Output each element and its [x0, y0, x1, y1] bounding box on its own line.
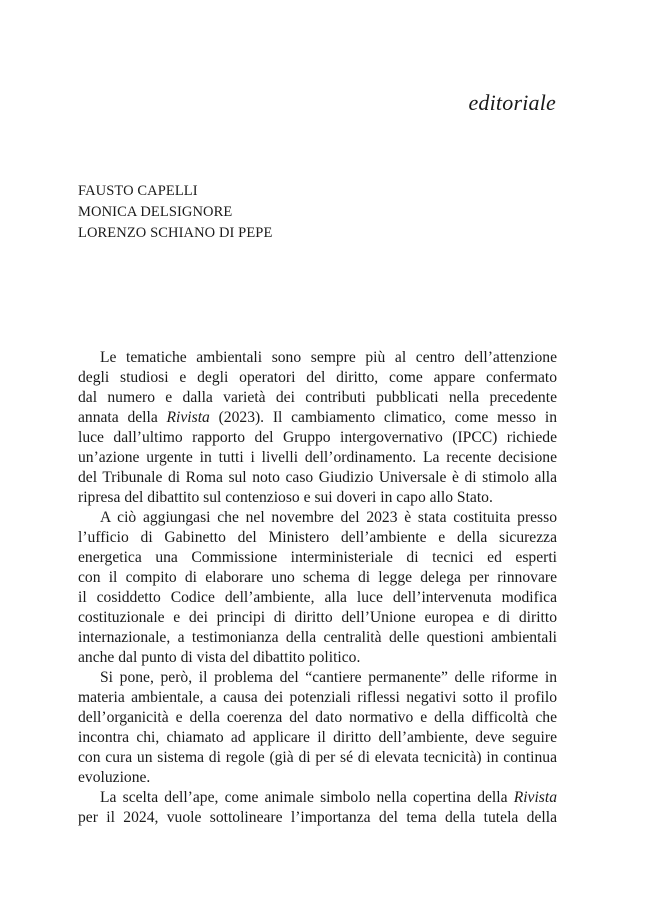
author-name: LORENZO SCHIANO DI PEPE — [78, 225, 273, 241]
editorial-body — [78, 348, 557, 828]
text-line: A ciò aggiungasi che nel novembre del 2023 è stata costituita presso — [100, 509, 557, 526]
text-line: Le tematiche ambientali sono sempre più al centro dell’attenzione — [100, 349, 557, 366]
text-line: dal numero e dalla varietà dei contributi pubblicati nella precedente — [78, 389, 557, 406]
text-line: incontra chi, chiamato ad applicare il diritto dell’ambiente, deve seguire — [78, 729, 557, 746]
text-line: evoluzione. — [78, 769, 151, 786]
text-line: il cosiddetto Codice dell’ambiente, alla luce dell’intervenuta modifica — [78, 589, 557, 606]
journal-title-italic: Rivista — [513, 789, 557, 806]
journal-title-italic: Rivista — [166, 409, 210, 426]
text-segment: La scelta dell’ape, come animale simbolo nella copertina della — [100, 789, 514, 806]
text-line: un’azione urgente in tutti i livelli dell’ordinamento. La recente decisione — [78, 449, 557, 466]
paragraph-1 — [78, 348, 557, 508]
paragraph-4 — [78, 788, 557, 828]
text-line: materia ambientale, a causa dei potenziali riflessi negativi sotto il profilo — [78, 689, 557, 706]
text-line: luce dall’ultimo rapporto del Gruppo intergovernativo (IPCC) richiede — [78, 429, 557, 446]
text-line: internazionale, a testimonianza della centralità delle questioni ambientali — [78, 629, 557, 646]
text-line: anche dal punto di vista del dibattito politico. — [78, 649, 361, 666]
text-line — [78, 408, 557, 428]
paragraph-3 — [78, 668, 557, 788]
text-line — [78, 788, 557, 808]
author-name: FAUSTO CAPELLI — [78, 183, 198, 199]
text-line: l’ufficio di Gabinetto del Ministero dell’ambiente e della sicurezza — [78, 529, 557, 546]
paragraph-2 — [78, 508, 557, 668]
text-segment: (2023). Il cambiamento climatico, come messo in — [209, 409, 557, 426]
text-line: degli studiosi e degli operatori del diritto, come appare confermato — [78, 369, 557, 386]
text-line: costituzionale e dei principi di diritto dell’Unione europea e di diritto — [78, 609, 557, 626]
text-line: del Tribunale di Roma sul noto caso Giudizio Universale è di stimolo alla — [78, 469, 557, 486]
text-line: Si pone, però, il problema del “cantiere permanente” delle riforme in — [100, 669, 557, 686]
text-line: energetica una Commissione interministeriale di tecnici ed esperti — [78, 549, 557, 566]
author-list — [78, 181, 272, 244]
text-line: con il compito di elaborare uno schema di legge delega per rinnovare — [78, 569, 557, 586]
text-line: per il 2024, vuole sottolineare l’importanza del tema della tutela della — [78, 809, 557, 826]
text-line: dell’organicità e della coerenza del dato normativo e della difficoltà che — [78, 709, 557, 726]
text-line: ripresa del dibattito sul contenzioso e sui doveri in capo allo Stato. — [78, 489, 493, 506]
text-line: con cura un sistema di regole (già di per sé di elevata tecnicità) in continua — [78, 749, 557, 766]
text-segment: annata della — [78, 409, 167, 426]
section-label: editoriale — [468, 90, 556, 115]
author-name: MONICA DELSIGNORE — [78, 204, 233, 220]
